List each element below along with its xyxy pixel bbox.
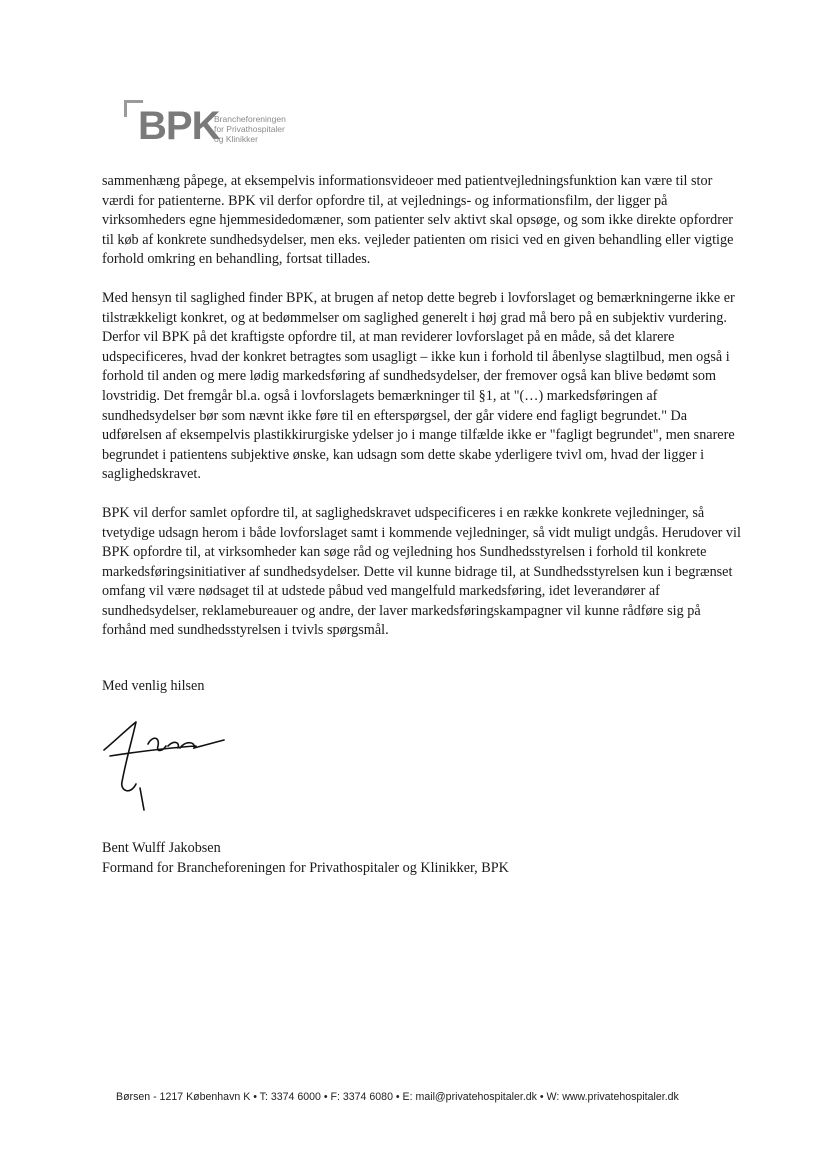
signer-title: Formand for Brancheforeningen for Privathospitaler og Klinikker, BPK	[102, 860, 509, 876]
handwritten-signature	[96, 710, 246, 820]
footer-contact: Børsen - 1217 København K • T: 3374 6000 • F: 3374 6080 • E: mail@privatehospitaler.dk • W: www.privatehospitaler.dk	[116, 1091, 679, 1103]
signer-name: Bent Wulff Jakobsen	[102, 840, 221, 856]
paragraph: BPK vil derfor samlet opfordre til, at saglighedskravet udspecificeres i en række konkrete vejledninger, så tvetydige udsagn herom i både lovforslaget samt i kommende vejledninger, så vidt muligt undgås. Herudover vil BPK opfordre til, at virksomheder kan søge råd og vejledning hos Sundhedsstyrelsen i forhold til konkrete markedsføringsinitiativer af sundhedsydelser. Dette vil kunne bidrage til, at Sundhedsstyrelsen kun i begrænset omfang vil være nødsaget til at udstede påbud ved mangelfuld markedsføring, idet leverandører af sundhedsydelser, reklamebureauer og andre, der laver markedsføringskampagner vil kunne rådføre sig på forhånd med sundhedsstyrelsen i tvivls spørgsmål.	[102, 504, 741, 639]
paragraph: Med hensyn til saglighed finder BPK, at brugen af netop dette begreb i lovforslaget og bemærkningerne ikke er tilstrækkeligt konkret, og at bedømmelser om saglighed generelt i høj grad må bero på en subjektiv vurdering. Derfor vil BPK på det kraftigste opfordre til, at man reviderer lovforslaget på en måde, så det klarere udspecificeres, hvad der konkret betragtes som usagligt – ikke kun i forhold til åbenlyse slagtilbud, men også i forhold til anden og mere lødig markedsføring af sundhedsydelser, der fremover også kan blive bedømt som lovstridig. Det fremgår bl.a. også i lovforslagets bemærkninger til §1, at "(…) markedsføringen af sundhedsydelser bør som nævnt ikke føre til en efterspørgsel, der går videre end fagligt begrundet." Da udførelsen af eksempelvis plastikkirurgiske ydelser jo i mange tilfælde ikke er "fagligt begrundet", men snarere begrundet i patientens subjektive ønske, kan udsagn som dette skabe yderligere tvivl om, hvad der ligger i saglighedskravet.	[102, 289, 735, 483]
paragraph: sammenhæng påpege, at eksempelvis informationsvideoer med patientvejledningsfunktion kan være til stor værdi for patienterne. BPK vil derfor opfordre til, at vejlednings- og informationsfilm, der ligger på virksomheders egne hjemmesidedomæner, som patienter selv aktivt skal opsøge, og som ikke direkte opfordrer til køb af konkrete sundhedsydelser, men eks. vejleder patienten om risici ved en given behandling eller vigtige forhold omkring en behandling, fortsat tillades.	[102, 173, 734, 268]
logo-mark: BPK	[138, 104, 220, 148]
bpk-logo	[124, 100, 314, 156]
logo-subtitle-line: og Klinikker	[214, 134, 258, 144]
logo-subtitle-line: Brancheforeningen	[214, 114, 286, 124]
logo-subtitle	[214, 114, 324, 144]
letter-body	[102, 172, 742, 660]
logo-subtitle-line: for Privathospitaler	[214, 124, 285, 134]
closing-salutation: Med venlig hilsen	[102, 678, 205, 694]
signer-block	[102, 838, 509, 878]
